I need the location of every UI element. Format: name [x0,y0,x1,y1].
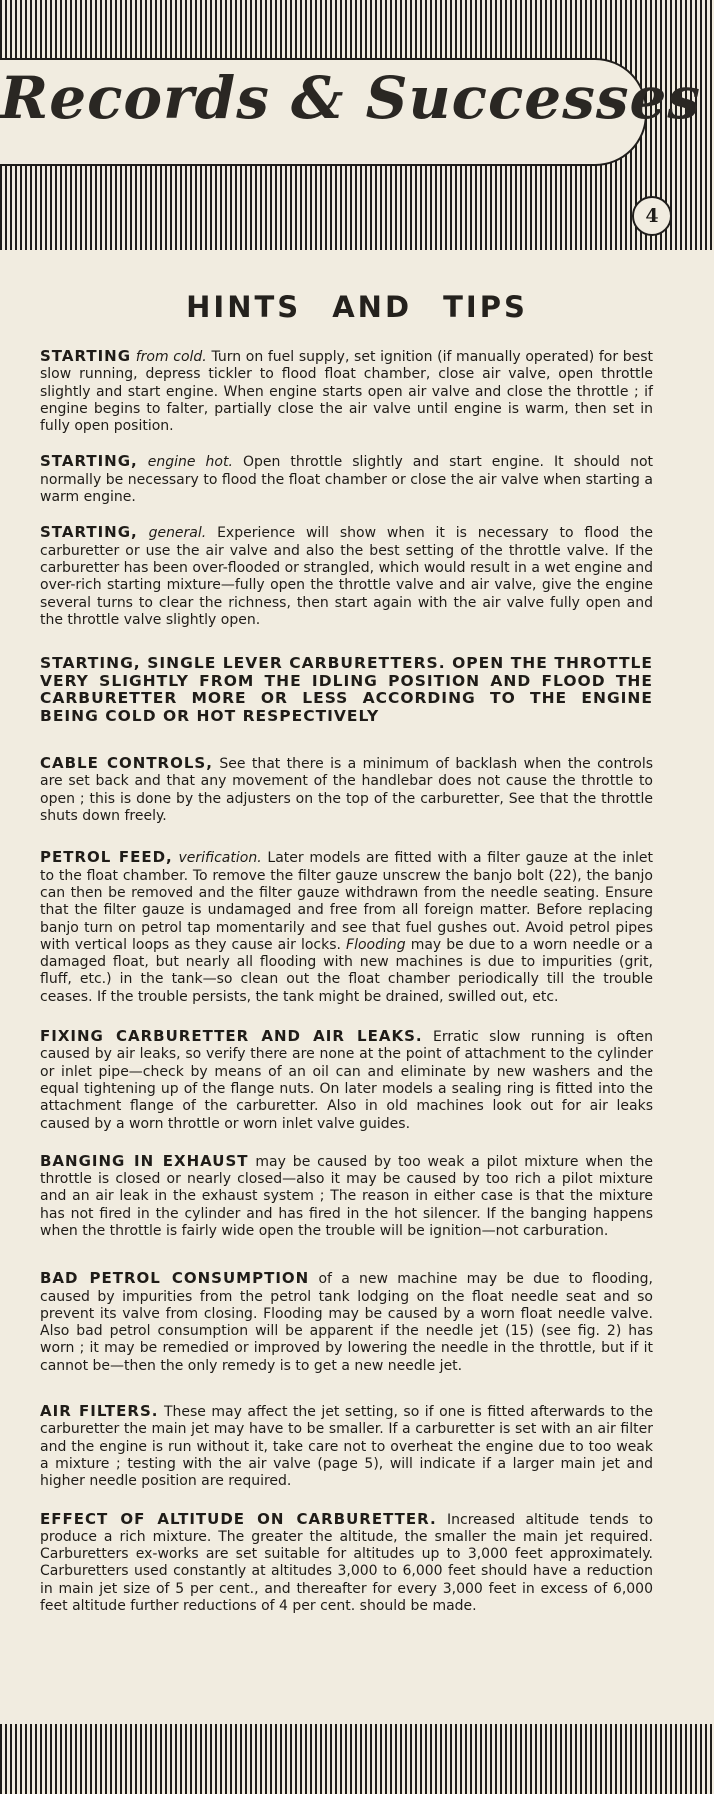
section-heading: HINTS AND TIPS [186,290,528,324]
hint-title: FIXING CARBURETTER AND AIR LEAKS. [40,1027,423,1046]
hint-altitude [40,1511,653,1616]
hint-title: BAD PETROL CONSUMPTION [40,1269,310,1288]
footer-stripe-band [0,1724,714,1794]
hint-text: Increased altitude tends to produce a rich mixture. The greater the altitude, the smaller the main jet required. Carburetters ex-works are set suitable for altitudes up to 3,000 feet approximately. Carburetters used constantly at altitudes 3,000 to 6,000 feet should have a reduction in main jet size of 5 per cent., and thereafter for every 3,000 feet in excess of 6,000 feet altitude further reductions of 4 per cent. should be made. [40,1511,654,1615]
hint-text: Later models are fitted with a filter gauze at the inlet to the float chamber. To remove the filter gauze unscrew the banjo bolt (22), the banjo can then be removed and the filter gauze withdrawn from the needle seating. Ensure that the filter gauze is undamaged and free from all foreign matter. Before replacing banjo turn on petrol tap momentarily and see that fuel gushes out. Avoid petrol pipes with vertical loops as they cause air locks. [40,850,653,953]
hint-title: CABLE CONTROLS, [40,754,213,773]
hint-single-lever-notice: STARTING, SINGLE LEVER CARBURETTERS. OPEN THE THROTTLE VERY SLIGHTLY FROM THE IDLING POSITION AND FLOOD THE CARBURETTER MORE OR LESS ACCORDING TO THE ENGINE BEING COLD OR HOT RESPECTIVELY [40,654,653,725]
hint-subtitle: from cold. [135,349,207,365]
hint-starting-cold [40,348,653,435]
hint-text: Turn on fuel supply, set ignition (if manually operated) for best slow running, depress tickler to flood float chamber, close air valve, open throttle slightly and start engine. When engine starts open air valve and close the throttle ; if engine begins to falter, partially close the air valve until engine is warm, then set in fully open position. [40,349,654,435]
hint-title: EFFECT OF ALTITUDE ON CARBURETTER. [40,1509,437,1528]
hint-title: AIR FILTERS. [40,1402,159,1421]
page-number-badge: 4 [632,196,672,236]
hint-subtitle: verification. [178,850,262,867]
hint-text: See that there is a minimum of backlash when the controls are set back and that any movement of the handlebar does not cause the throttle to open ; this is done by the adjusters on the top of the carburetter, See that the throttle shuts down freely. [40,756,654,825]
hint-title: BANGING IN EXHAUST [40,1151,249,1170]
hint-air-leaks [40,1028,653,1133]
hint-bad-consumption [40,1270,653,1375]
hint-subtitle: general. [148,525,207,542]
hint-title: STARTING [40,347,132,365]
hint-text: Open throttle slightly and start engine. It should not normally be necessary to flood the float chamber or close the air valve when starting a warm engine. [40,454,653,506]
hint-subtitle: engine hot. [147,454,233,471]
hint-title: PETROL FEED, [40,848,173,867]
hint-title: STARTING, [40,452,138,471]
hint-text: of a new machine may be due to flooding, caused by impurities from the petrol tank lodging on the float needle seat and so prevent its valve from closing. Flooding may be caused by a worn float needle valve. Also bad petrol consumption will be apparent if the needle jet (15) (see fig. 2) has worn ; it may be remedied or improved by lowering the needle in the throttle, but if it cannot be—then the only remedy is to get a new needle jet. [40,1271,654,1374]
page-banner-title: Records & Successes [0,64,702,132]
hint-cable-controls [40,755,653,825]
hint-banging-exhaust [40,1153,653,1240]
hint-text: Experience will show when it is necessary to flood the carburetter or use the air valve and also the best setting of the throttle valve. If the carburetter has been over-flooded or strangled, which would result in a wet engine and over-rich starting mixture—fully open the throttle valve and air valve, give the engine several turns to clear the richness, then start again with the air valve fully open and the throttle valve slightly open. [40,525,654,628]
hints-content [40,348,653,1615]
hint-text-continued: may be due to a worn needle or a damaged float, but nearly all flooding with new machines is due to impurities (grit, fluff, etc.) in the tank—so clean out the float chamber periodically till the trouble ceases. If the trouble persists, the tank might be drained, swilled out, etc. [40,936,653,1005]
hint-starting-general [40,524,653,629]
hint-starting-hot [40,453,653,506]
hint-text: These may affect the jet setting, so if one is fitted afterwards to the carburetter the main jet may have to be smaller. If a carburetter is set with an air filter and the engine is run without it, take care not to overheat the engine due to too weak a mixture ; testing with the air valve (page 5), will indicate if a larger main jet and higher needle position are required. [40,1404,654,1490]
hint-text: may be caused by too weak a pilot mixture when the throttle is closed or nearly closed—also it may be caused by too rich a pilot mixture and an air leak in the exhaust system ; The reason in either case is that the mixture has not fired in the cylinder and has fired in the hot silencer. If the banging happens when the throttle is fairly wide open the trouble will be ignition—not carburation. [40,1153,654,1239]
hint-title: STARTING, [40,523,138,542]
hint-petrol-feed [40,849,653,1006]
hint-air-filters [40,1403,653,1490]
hint-emphasis: Flooding [346,936,406,953]
hint-text: Erratic slow running is often caused by air leaks, so verify there are none at the point of attachment to the cylinder or inlet pipe—check by means of an oil can and eliminate by new washers and the equal tightening up of the flange nuts. On later models a sealing ring is fitted into the attachment flange of the carburetter. Also in old machines look out for air leaks caused by a worn throttle or worn inlet valve guides. [40,1029,654,1132]
